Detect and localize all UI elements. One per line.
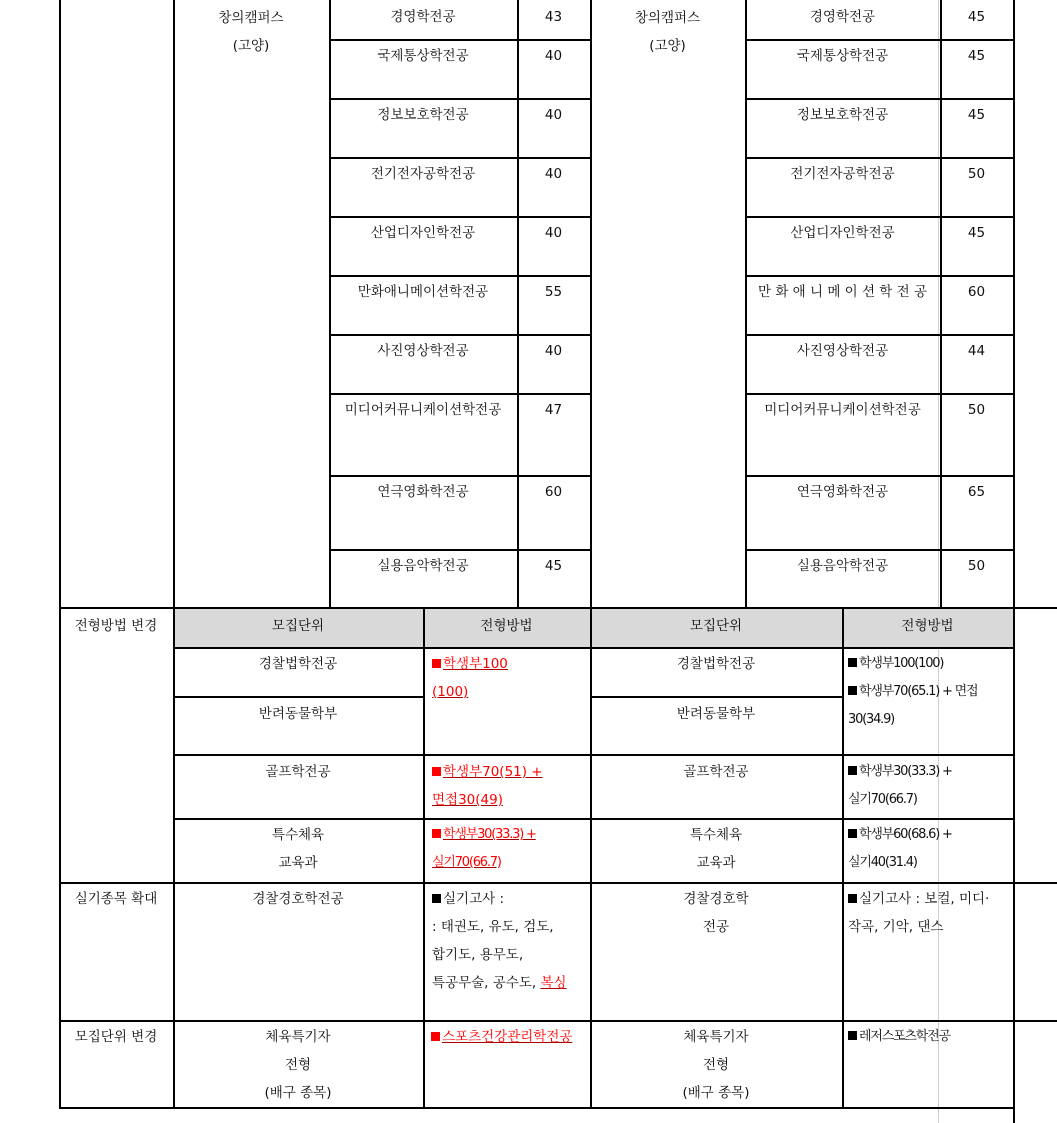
left-quota-8: 60: [544, 484, 563, 500]
left-major-0: 경영학전공: [390, 9, 456, 25]
grid-line-vertical: [517, 0, 519, 607]
grid-line-horizontal: [173, 754, 1013, 756]
right-major-8: 연극영화학전공: [796, 484, 889, 500]
right-quota-5: 60: [967, 284, 986, 300]
right-quota-7: 50: [967, 402, 986, 418]
grid-line-vertical: [1013, 0, 1015, 1123]
square-bullet-icon: [848, 658, 857, 667]
grid-line-horizontal: [173, 647, 1013, 649]
right-unit-police-law: 경찰법학전공: [676, 656, 756, 672]
right-unit-special-pe: 특수체육 교육과: [689, 827, 743, 871]
grid-line-horizontal: [329, 39, 590, 41]
left-major-1: 국제통상학전공: [377, 48, 469, 64]
right-quota-1: 45: [967, 48, 986, 64]
right-quota-2: 45: [967, 107, 986, 123]
grid-line-vertical: [329, 0, 331, 607]
right-unit-golf: 골프학전공: [683, 764, 749, 780]
right-method-3: 학생부60(68.6) + 실기40(31.4): [848, 827, 952, 870]
left-unit-security: 경찰경호학전공: [252, 891, 344, 907]
grid-line-horizontal: [329, 275, 590, 277]
grid-line-horizontal: [590, 696, 842, 698]
grid-line-vertical: [59, 0, 61, 1108]
left-method-practical: 실기고사 : : 태권도, 유도, 검도, 합기도, 용무도, 특공무술, 공수도, 복싱: [432, 891, 567, 991]
right-major-1: 국제통상학전공: [796, 48, 889, 64]
grid-line-horizontal: [745, 549, 1013, 551]
grid-line-horizontal: [745, 334, 1013, 336]
grid-line-horizontal: [745, 275, 1013, 277]
right-unit-pet: 반려동물학부: [676, 706, 756, 722]
category-method-change: 전형방법 변경: [74, 618, 158, 634]
grid-line-horizontal: [59, 882, 1057, 884]
right-major-5: 만 화 애 니 메 이 션 학 전 공: [757, 284, 928, 300]
grid-line-horizontal: [745, 157, 1013, 159]
header-right-unit: 모집단위: [689, 618, 743, 634]
right-major-2: 정보보호학전공: [796, 107, 889, 123]
right-major-6: 사진영상학전공: [796, 343, 889, 359]
grid-line-horizontal: [745, 216, 1013, 218]
grid-line-vertical: [173, 0, 175, 1108]
right-method-2: 학생부30(33.3) + 실기70(66.7): [848, 764, 952, 807]
grid-line-horizontal: [329, 549, 590, 551]
right-quota-6: 44: [967, 343, 986, 359]
left-method-2: 학생부70(51) + 면접30(49): [432, 764, 543, 808]
right-major-4: 산업디자인학전공: [790, 225, 895, 241]
grid-line-horizontal: [745, 98, 1013, 100]
left-unit-golf: 골프학전공: [265, 764, 331, 780]
square-bullet-icon: [848, 829, 857, 838]
category-practical-expansion: 실기종목 확대: [74, 891, 158, 907]
left-quota-0: 43: [544, 9, 563, 25]
left-major-7: 미디어커뮤니케이션학전공: [344, 402, 502, 418]
right-quota-4: 45: [967, 225, 986, 241]
left-unit-athlete: 체육특기자 전형 (배구 종목): [264, 1029, 332, 1101]
square-bullet-icon: [432, 894, 441, 903]
left-quota-6: 40: [544, 343, 563, 359]
right-quota-9: 50: [967, 558, 986, 574]
grid-line-horizontal: [59, 607, 1057, 609]
left-major-9: 실용음악학전공: [377, 558, 469, 574]
grid-line-horizontal: [329, 216, 590, 218]
header-left-method: 전형방법: [480, 618, 533, 634]
right-method-practical: 실기고사 : 보컬, 미디· 작곡, 기악, 댄스: [848, 891, 990, 935]
highlight-boxing: 복싱: [540, 975, 567, 991]
right-unit-security: 경찰경호학 전공: [683, 891, 749, 935]
square-bullet-icon: [431, 1032, 440, 1041]
square-bullet-icon: [432, 767, 441, 776]
left-major-4: 산업디자인학전공: [370, 225, 476, 241]
grid-line-horizontal: [329, 393, 590, 395]
right-method-unit: 레저스포츠학전공: [842, 1023, 1013, 1051]
left-method-unit: 스포츠건강관리학전공: [423, 1023, 590, 1051]
right-quota-0: 45: [967, 9, 986, 25]
square-bullet-icon: [848, 1031, 857, 1040]
category-unit-change: 모집단위 변경: [74, 1029, 158, 1045]
left-quota-3: 40: [544, 166, 563, 182]
left-major-2: 정보보호학전공: [377, 107, 469, 123]
grid-line-horizontal: [745, 393, 1013, 395]
right-major-7: 미디어커뮤니케이션학전공: [764, 402, 921, 418]
left-unit-police-law: 경찰법학전공: [258, 656, 338, 672]
square-bullet-icon: [432, 829, 441, 838]
grid-line-horizontal: [745, 475, 1013, 477]
right-unit-athlete: 체육특기자 전형 (배구 종목): [682, 1029, 750, 1101]
grid-line-horizontal: [59, 1107, 1013, 1109]
grid-line-horizontal: [173, 818, 1013, 820]
grid-line-vertical: [940, 0, 942, 607]
grid-line-vertical: [842, 607, 844, 1108]
square-bullet-icon: [848, 686, 857, 695]
left-quota-7: 47: [544, 402, 563, 418]
left-campus-label: 창의캠퍼스 (고양): [218, 10, 284, 54]
grid-line-vertical: [745, 0, 747, 607]
left-major-3: 전기전자공학전공: [370, 166, 476, 182]
header-left-unit: 모집단위: [271, 618, 325, 634]
left-unit-pet: 반려동물학부: [258, 706, 338, 722]
right-method-1: 학생부100(100) 학생부70(65.1) + 면접30(34.9): [848, 656, 978, 727]
grid-line-horizontal: [745, 39, 1013, 41]
left-major-6: 사진영상학전공: [377, 343, 469, 359]
grid-line-vertical: [590, 0, 592, 1108]
grid-line-horizontal: [173, 696, 423, 698]
square-bullet-icon: [848, 766, 857, 775]
left-quota-9: 45: [544, 558, 563, 574]
grid-line-horizontal: [329, 475, 590, 477]
grid-line-horizontal: [329, 157, 590, 159]
left-quota-5: 55: [544, 284, 563, 300]
grid-line-vertical: [423, 607, 425, 1108]
left-method-3: 학생부30(33.3) + 실기70(66.7): [432, 827, 536, 870]
right-major-0: 경영학전공: [809, 9, 876, 25]
right-major-9: 실용음악학전공: [796, 558, 889, 574]
left-quota-1: 40: [544, 48, 563, 64]
right-campus-label: 창의캠퍼스 (고양): [634, 10, 701, 54]
left-method-1: 학생부100 (100): [432, 656, 508, 700]
grid-line-horizontal: [329, 334, 590, 336]
square-bullet-icon: [432, 659, 441, 668]
square-bullet-icon: [848, 894, 857, 903]
left-major-8: 연극영화학전공: [377, 484, 469, 500]
right-quota-8: 65: [967, 484, 986, 500]
grid-line-horizontal: [329, 98, 590, 100]
left-unit-special-pe: 특수체육 교육과: [271, 827, 325, 871]
right-major-3: 전기전자공학전공: [790, 166, 895, 182]
left-quota-2: 40: [544, 107, 563, 123]
right-quota-3: 50: [967, 166, 986, 182]
header-right-method: 전형방법: [901, 618, 954, 634]
left-quota-4: 40: [544, 225, 563, 241]
left-major-5: 만화애니메이션학전공: [357, 284, 489, 300]
grid-line-horizontal: [59, 1020, 1057, 1022]
